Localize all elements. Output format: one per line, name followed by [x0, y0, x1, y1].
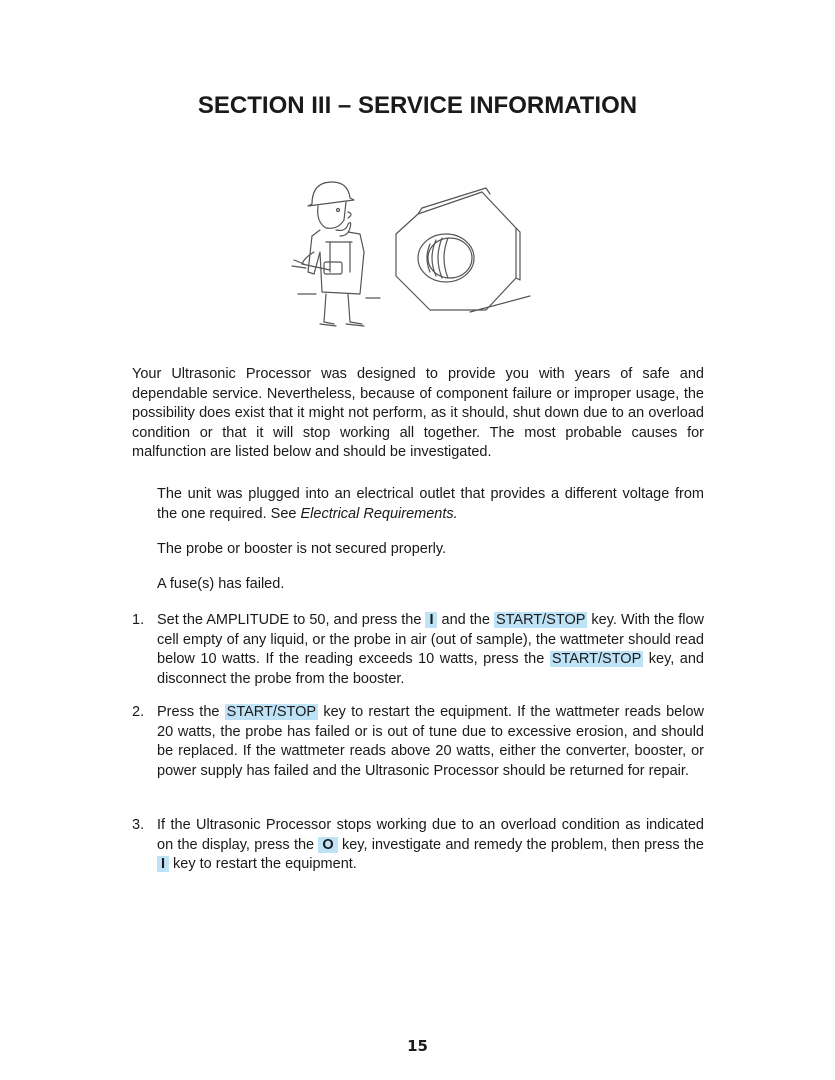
step-3-text-a: If the Ultrasonic Processor stops working due to an overload condition as indicated on the display, press the	[157, 817, 704, 853]
step-3-text-b: key, investigate and remedy the problem, then press the	[337, 836, 705, 853]
step-1	[132, 611, 704, 689]
step-2-text-a: Press the	[157, 704, 225, 720]
cause-fuse: A fuse(s) has failed.	[157, 576, 285, 592]
step-1-number: 1.	[132, 612, 145, 628]
intro-paragraph: Your Ultrasonic Processor was designed to provide you with years of safe and dependable service. Nevertheless, because of component failure or improper usage, the possibility does exist that it might not perform, as it should, shut down due to an overload condition or that it will stop working all together. The most probable causes for malfunction are listed below and should be investigated.	[132, 366, 704, 460]
start-stop-key-label: START/STOP	[495, 612, 586, 628]
start-stop-key-label: START/STOP	[226, 704, 317, 720]
start-stop-key-label: START/STOP	[551, 651, 642, 667]
cause-voltage-text: The unit was plugged into an electrical outlet that provides a different voltage from the one required. See	[157, 486, 704, 522]
step-3-text-c: key to restart the equipment.	[169, 856, 357, 872]
page-number: 15	[407, 1037, 428, 1055]
step-2	[132, 703, 704, 781]
cause-probe: The probe or booster is not secured properly.	[157, 541, 447, 557]
on-key-label: I	[425, 612, 437, 628]
step-2-body	[157, 703, 704, 781]
electrical-requirements-ref: Electrical Requirements.	[300, 505, 458, 522]
step-2-text-b: key to restart the equipment. If the wattmeter reads below 20 watts, the probe has failed or is out of tune due to excessive erosion, and should be replaced. If the wattmeter reads above 20 watts, either the converter, booster, or power supply has failed and the Ultrasonic Processor should be returned for repair.	[157, 704, 704, 779]
step-3-number: 3.	[132, 817, 145, 833]
step-3-body	[157, 816, 704, 875]
step-1-text-c: key. With the flow cell empty of any liquid, or the probe in air (out of sample), the wattmeter should read below 10 watts. If the reading exceeds 10 watts, press the	[157, 612, 704, 667]
step-1-text-a: Set the AMPLITUDE to 50, and press the	[157, 612, 426, 628]
step-1-body	[157, 611, 704, 689]
step-1-text-d: key, and disconnect the probe from the booster.	[157, 651, 704, 687]
step-1-text-b: and the	[437, 612, 494, 628]
worker-and-nut-illustration	[290, 172, 540, 330]
page-title: SECTION III – SERVICE INFORMATION	[197, 92, 638, 119]
off-key-label: O	[318, 837, 337, 853]
on-key-label: I	[157, 856, 169, 872]
step-3	[132, 816, 704, 875]
step-2-number: 2.	[132, 704, 145, 720]
cause-voltage	[157, 485, 704, 524]
